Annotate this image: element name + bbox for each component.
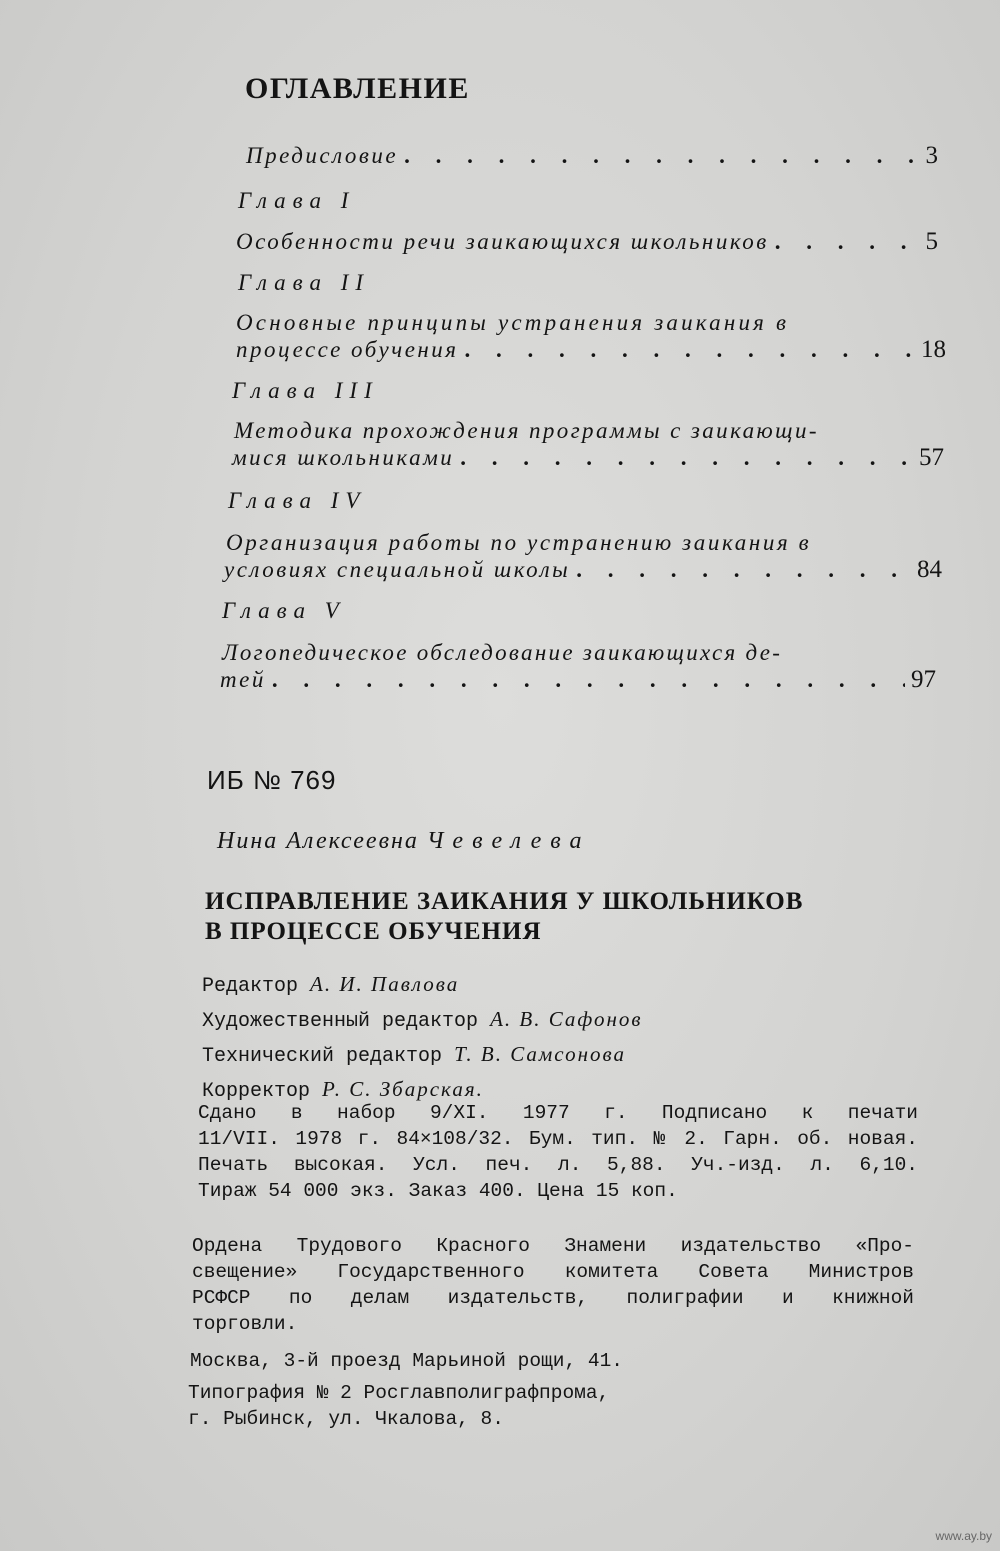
watermark: www.ay.by [935, 1529, 992, 1543]
chapter-label-1: Глава I [238, 188, 356, 213]
credit-line [202, 968, 643, 1003]
toc-entry-line: Организация работы по устранению заикания в [226, 530, 812, 555]
chapter-label-5: Глава V [222, 598, 346, 623]
book-title-line: ИСПРАВЛЕНИЕ ЗАИКАНИЯ У ШКОЛЬНИКОВ [205, 888, 804, 915]
dot-leader [576, 557, 911, 583]
dot-leader [404, 143, 919, 169]
author-first-name: Нина Алексеевна [217, 828, 419, 854]
toc-page-number: 18 [921, 336, 946, 363]
publisher-line: Ордена Трудового Красного Знамени издательство «Про- [192, 1235, 914, 1257]
author-surname: Чевелева [426, 828, 591, 854]
credit-name: А. И. Павлова [310, 972, 460, 996]
toc-entry-text: Предисловие [246, 143, 399, 168]
print-info-line: Печать высокая. Усл. печ. л. 5,88. Уч.-изд. л. 6,10. [198, 1154, 918, 1176]
credit-name: Р. С. Збарская. [322, 1077, 484, 1101]
toc-page-number: 5 [925, 228, 938, 255]
chapter-label-4: Глава IV [228, 488, 367, 513]
printer-line: г. Рыбинск, ул. Чкалова, 8. [188, 1408, 504, 1430]
toc-entry-text: процессе обучения [236, 337, 459, 362]
ib-number: ИБ № 769 [207, 765, 337, 795]
credit-name: А. В. Сафонов [490, 1007, 643, 1031]
credit-role: Редактор [202, 975, 299, 998]
printer-info [188, 1380, 913, 1432]
dot-leader [775, 229, 920, 255]
print-info-line: 11/VII. 1978 г. 84×108/32. Бум. тип. № 2. Гарн. об. новая. [198, 1128, 918, 1150]
toc-page-number: 3 [925, 142, 938, 169]
toc-entry-preface [246, 142, 938, 170]
credit-name: Т. В. Самсонова [454, 1042, 626, 1066]
toc-entry-line: Основные принципы устранения заикания в [236, 310, 790, 335]
toc-entry-line: Методика прохождения программы с заикающи- [234, 418, 819, 443]
print-info-line: Тираж 54 000 экз. Заказ 400. Цена 15 коп. [198, 1180, 678, 1202]
publisher-address: Москва, 3-й проезд Марьиной рощи, 41. [190, 1350, 623, 1372]
credits-list [202, 968, 643, 1108]
publisher-line: торговли. [192, 1313, 298, 1335]
toc-entry-line: Логопедическое обследование заикающихся де- [222, 640, 783, 665]
dot-leader [465, 337, 915, 363]
toc-entry-chapter-4 [224, 556, 942, 584]
dot-leader [460, 445, 913, 471]
toc-entry-text: мися школьниками [232, 445, 455, 470]
credit-role: Технический редактор [202, 1045, 443, 1068]
print-info [198, 1100, 918, 1204]
credit-line [202, 1038, 643, 1073]
toc-page-number: 84 [917, 556, 942, 583]
printer-line: Типография № 2 Росглавполиграфпрома, [188, 1382, 610, 1404]
toc-page-number: 97 [911, 666, 936, 693]
chapter-label-2: Глава II [238, 270, 371, 295]
toc-entry-chapter-5 [220, 666, 936, 694]
toc-page-number: 57 [919, 444, 944, 471]
chapter-label-3: Глава III [232, 378, 379, 403]
book-title [205, 887, 905, 947]
publisher-line: РСФСР по делам издательств, полиграфии и книжной [192, 1287, 914, 1309]
toc-entry-text: тей [220, 667, 266, 692]
toc-entry-chapter-3 [232, 444, 944, 472]
credit-role: Художественный редактор [202, 1010, 479, 1033]
publisher-line: свещение» Государственного комитета Совета Министров [192, 1261, 914, 1283]
toc-entry-text: Особенности речи заикающихся школьников [236, 229, 769, 254]
credit-line [202, 1003, 643, 1038]
toc-entry-chapter-1 [236, 228, 938, 256]
print-info-line: Сдано в набор 9/XI. 1977 г. Подписано к печати [198, 1102, 918, 1124]
toc-title: ОГЛАВЛЕНИЕ [245, 72, 470, 105]
dot-leader [272, 667, 905, 693]
credit-role: Корректор [202, 1080, 311, 1103]
toc-entry-chapter-2 [236, 336, 946, 364]
book-title-line: В ПРОЦЕССЕ ОБУЧЕНИЯ [205, 918, 542, 945]
toc-entry-text: условиях специальной школы [224, 557, 571, 582]
publisher-info [192, 1233, 914, 1337]
author-name [217, 828, 591, 855]
